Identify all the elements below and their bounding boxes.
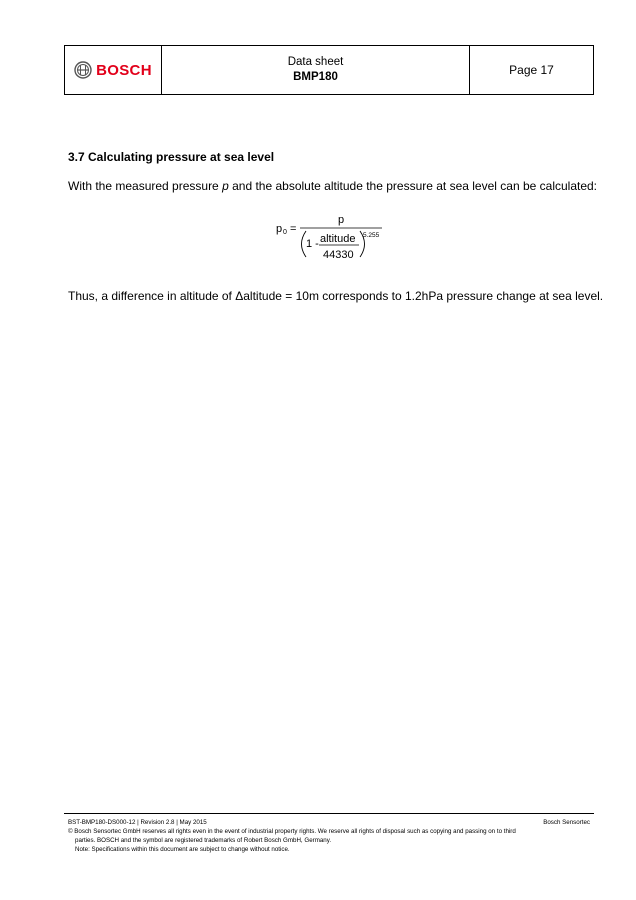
formula-numerator: p	[338, 214, 345, 226]
doc-name: BMP180	[293, 71, 338, 83]
formula-inner-num: altitude	[320, 233, 356, 245]
conclusion-paragraph: Thus, a difference in altitude of Δaltitude = 10m corresponds to 1.2hPa pressure change at sea level.	[68, 289, 604, 303]
intro-paragraph	[68, 179, 597, 193]
footer-legal-3: Note: Specifications within this document are subject to change without notice.	[75, 846, 290, 853]
footer-legal-2: parties. BOSCH and the symbol are registered trademarks of Robert Bosch GmbH, Germany.	[75, 837, 332, 844]
formula-one-minus: 1 -	[306, 238, 319, 250]
formula-equals: =	[290, 223, 297, 235]
bosch-logo	[74, 61, 152, 79]
footer-top-row	[68, 818, 590, 827]
intro-after: and the absolute altitude the pressure at sea level can be calculated:	[228, 179, 598, 193]
formula-lhs-sub: 0	[283, 229, 287, 236]
formula-inner-den: 44330	[323, 249, 354, 261]
intro-var: p	[222, 179, 229, 193]
document-info	[162, 46, 470, 94]
footer-doc-id: BST-BMP180-DS000-12 | Revision 2.8 | May 2015	[68, 819, 207, 826]
footer-legal-1: © Bosch Sensortec GmbH reserves all rights even in the event of industrial property rights. We reserve all rights of disposal such as copying and passing on to third	[68, 828, 516, 835]
formula-lhs: p	[276, 223, 283, 235]
brand-name: BOSCH	[96, 61, 152, 79]
page-number: Page 17	[509, 63, 554, 77]
page-header	[64, 45, 594, 95]
logo-cell	[65, 46, 162, 94]
intro-before: With the measured pressure	[68, 179, 223, 193]
footer-divider	[64, 813, 594, 814]
bosch-armature-icon	[74, 61, 92, 79]
sea-level-formula	[270, 212, 400, 268]
formula-exponent: 5.255	[363, 232, 380, 239]
page-footer	[68, 818, 590, 854]
section-title: 3.7 Calculating pressure at sea level	[68, 150, 275, 164]
footer-company: Bosch Sensortec	[543, 819, 590, 826]
doc-type: Data sheet	[287, 56, 344, 68]
